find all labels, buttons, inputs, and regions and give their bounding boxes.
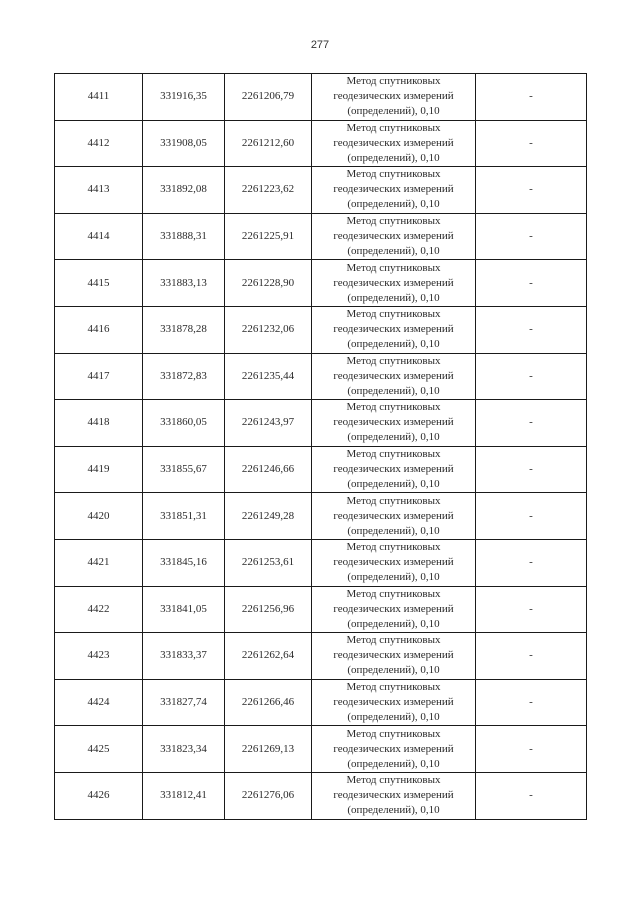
point-number-cell: 4420 — [55, 493, 143, 540]
table-row — [55, 493, 587, 540]
method-line: геодезических измерений — [333, 602, 454, 615]
point-number-cell: 4423 — [55, 633, 143, 680]
y-coordinate-cell: 2261262,64 — [225, 633, 312, 680]
method-line: (определений), 0,10 — [347, 431, 440, 444]
table-row — [55, 633, 587, 680]
x-coordinate-cell: 331812,41 — [143, 772, 225, 819]
method-line: геодезических измерений — [333, 556, 454, 569]
method-cell — [312, 353, 476, 400]
table-row — [55, 726, 587, 773]
method-line: геодезических измерений — [333, 136, 454, 149]
y-coordinate-cell: 2261249,28 — [225, 493, 312, 540]
description-cell: - — [476, 493, 587, 540]
y-coordinate-cell: 2261228,90 — [225, 260, 312, 307]
y-coordinate-cell: 2261266,46 — [225, 679, 312, 726]
point-number-cell: 4417 — [55, 353, 143, 400]
method-line: Метод спутниковых — [346, 681, 441, 694]
description-cell: - — [476, 167, 587, 214]
method-cell — [312, 679, 476, 726]
y-coordinate-cell: 2261269,13 — [225, 726, 312, 773]
table-row — [55, 74, 587, 121]
method-line: Метод спутниковых — [346, 75, 441, 88]
x-coordinate-cell: 331892,08 — [143, 167, 225, 214]
method-line: Метод спутниковых — [346, 541, 441, 554]
method-line: (определений), 0,10 — [347, 198, 440, 211]
method-line: (определений), 0,10 — [347, 338, 440, 351]
description-cell: - — [476, 353, 587, 400]
method-line: (определений), 0,10 — [347, 711, 440, 724]
method-line: геодезических измерений — [333, 323, 454, 336]
method-line: геодезических измерений — [333, 369, 454, 382]
method-cell — [312, 260, 476, 307]
method-line: (определений), 0,10 — [347, 571, 440, 584]
point-number-cell: 4422 — [55, 586, 143, 633]
description-cell: - — [476, 586, 587, 633]
method-line: Метод спутниковых — [346, 121, 441, 134]
description-cell: - — [476, 400, 587, 447]
method-cell — [312, 539, 476, 586]
description-cell: - — [476, 213, 587, 260]
table-row — [55, 260, 587, 307]
method-line: геодезических измерений — [333, 183, 454, 196]
method-line: Метод спутниковых — [346, 494, 441, 507]
method-line: геодезических измерений — [333, 789, 454, 802]
y-coordinate-cell: 2261256,96 — [225, 586, 312, 633]
point-number-cell: 4425 — [55, 726, 143, 773]
table-row — [55, 306, 587, 353]
method-line: геодезических измерений — [333, 509, 454, 522]
method-cell — [312, 306, 476, 353]
y-coordinate-cell: 2261206,79 — [225, 74, 312, 121]
method-line: (определений), 0,10 — [347, 524, 440, 537]
method-cell — [312, 772, 476, 819]
y-coordinate-cell: 2261212,60 — [225, 120, 312, 167]
method-line: Метод спутниковых — [346, 727, 441, 740]
method-line: геодезических измерений — [333, 649, 454, 662]
description-cell: - — [476, 772, 587, 819]
method-line: геодезических измерений — [333, 696, 454, 709]
method-line: Метод спутниковых — [346, 774, 441, 787]
method-cell — [312, 74, 476, 121]
method-line: Метод спутниковых — [346, 261, 441, 274]
method-line: геодезических измерений — [333, 742, 454, 755]
point-number-cell: 4412 — [55, 120, 143, 167]
description-cell: - — [476, 633, 587, 680]
method-line: геодезических измерений — [333, 90, 454, 103]
method-cell — [312, 120, 476, 167]
method-line: Метод спутниковых — [346, 448, 441, 461]
table-row — [55, 167, 587, 214]
method-line: (определений), 0,10 — [347, 105, 440, 118]
table-row — [55, 539, 587, 586]
method-cell — [312, 633, 476, 680]
method-line: (определений), 0,10 — [347, 664, 440, 677]
y-coordinate-cell: 2261253,61 — [225, 539, 312, 586]
method-line: Метод спутниковых — [346, 354, 441, 367]
point-number-cell: 4419 — [55, 446, 143, 493]
method-line: Метод спутниковых — [346, 634, 441, 647]
description-cell: - — [476, 679, 587, 726]
description-cell: - — [476, 539, 587, 586]
method-line: (определений), 0,10 — [347, 804, 440, 817]
y-coordinate-cell: 2261235,44 — [225, 353, 312, 400]
method-line: (определений), 0,10 — [347, 245, 440, 258]
description-cell: - — [476, 446, 587, 493]
method-line: (определений), 0,10 — [347, 478, 440, 491]
y-coordinate-cell: 2261246,66 — [225, 446, 312, 493]
x-coordinate-cell: 331823,34 — [143, 726, 225, 773]
page-number: 277 — [310, 39, 330, 51]
method-line: (определений), 0,10 — [347, 617, 440, 630]
method-line: геодезических измерений — [333, 230, 454, 243]
method-line: геодезических измерений — [333, 463, 454, 476]
y-coordinate-cell: 2261276,06 — [225, 772, 312, 819]
x-coordinate-cell: 331833,37 — [143, 633, 225, 680]
x-coordinate-cell: 331878,28 — [143, 306, 225, 353]
method-cell — [312, 726, 476, 773]
description-cell: - — [476, 260, 587, 307]
description-cell: - — [476, 74, 587, 121]
table-row — [55, 120, 587, 167]
point-number-cell: 4413 — [55, 167, 143, 214]
point-number-cell: 4416 — [55, 306, 143, 353]
method-line: (определений), 0,10 — [347, 151, 440, 164]
y-coordinate-cell: 2261243,97 — [225, 400, 312, 447]
method-cell — [312, 400, 476, 447]
point-number-cell: 4421 — [55, 539, 143, 586]
point-number-cell: 4424 — [55, 679, 143, 726]
table-row — [55, 353, 587, 400]
x-coordinate-cell: 331872,83 — [143, 353, 225, 400]
y-coordinate-cell: 2261225,91 — [225, 213, 312, 260]
method-line: Метод спутниковых — [346, 587, 441, 600]
description-cell: - — [476, 120, 587, 167]
table-row — [55, 586, 587, 633]
table-body — [55, 74, 587, 820]
point-number-cell: 4411 — [55, 74, 143, 121]
x-coordinate-cell: 331845,16 — [143, 539, 225, 586]
x-coordinate-cell: 331855,67 — [143, 446, 225, 493]
method-cell — [312, 213, 476, 260]
description-cell: - — [476, 306, 587, 353]
table-row — [55, 213, 587, 260]
x-coordinate-cell: 331916,35 — [143, 74, 225, 121]
method-cell — [312, 446, 476, 493]
method-line: (определений), 0,10 — [347, 291, 440, 304]
method-line: геодезических измерений — [333, 276, 454, 289]
method-line: Метод спутниковых — [346, 308, 441, 321]
method-line: (определений), 0,10 — [347, 384, 440, 397]
coordinates-table — [54, 73, 587, 820]
y-coordinate-cell: 2261223,62 — [225, 167, 312, 214]
method-line: геодезических измерений — [333, 416, 454, 429]
x-coordinate-cell: 331888,31 — [143, 213, 225, 260]
method-cell — [312, 586, 476, 633]
x-coordinate-cell: 331908,05 — [143, 120, 225, 167]
description-cell: - — [476, 726, 587, 773]
method-line: Метод спутниковых — [346, 215, 441, 228]
y-coordinate-cell: 2261232,06 — [225, 306, 312, 353]
x-coordinate-cell: 331883,13 — [143, 260, 225, 307]
point-number-cell: 4415 — [55, 260, 143, 307]
method-cell — [312, 493, 476, 540]
method-line: (определений), 0,10 — [347, 757, 440, 770]
point-number-cell: 4426 — [55, 772, 143, 819]
table-row — [55, 772, 587, 819]
method-line: Метод спутниковых — [346, 168, 441, 181]
x-coordinate-cell: 331851,31 — [143, 493, 225, 540]
x-coordinate-cell: 331841,05 — [143, 586, 225, 633]
table-row — [55, 400, 587, 447]
x-coordinate-cell: 331827,74 — [143, 679, 225, 726]
point-number-cell: 4418 — [55, 400, 143, 447]
x-coordinate-cell: 331860,05 — [143, 400, 225, 447]
point-number-cell: 4414 — [55, 213, 143, 260]
table-row — [55, 679, 587, 726]
method-cell — [312, 167, 476, 214]
table-row — [55, 446, 587, 493]
method-line: Метод спутниковых — [346, 401, 441, 414]
